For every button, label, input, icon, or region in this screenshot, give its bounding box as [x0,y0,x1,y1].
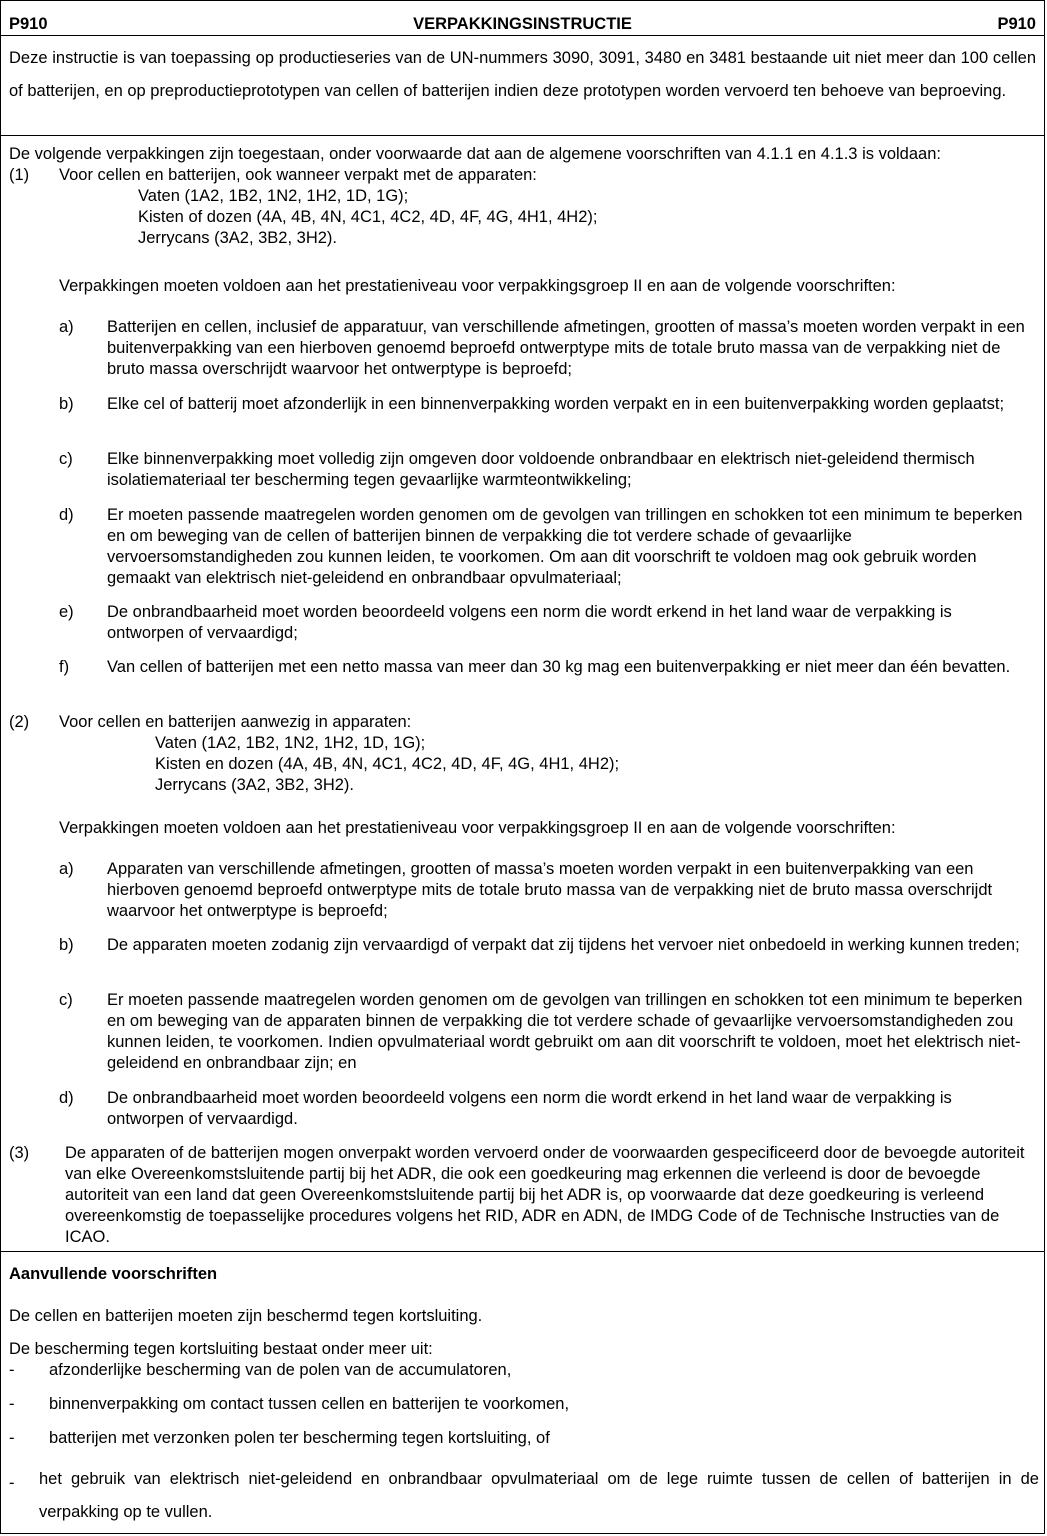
instruction-code-right: P910 [997,15,1036,33]
item-label: d) [59,506,74,524]
section-2-requirement: Verpakkingen moeten voldoen aan het prestatieniveau voor verpakkingsgroep II en aan de volgende voorschriften: [59,819,896,837]
section-2-packaging: Kisten en dozen (4A, 4B, 4N, 4C1, 4C2, 4D, 4F, 4G, 4H1, 4H2); [155,755,620,773]
additional-requirements-section [1,1252,1044,1535]
item-label: a) [59,860,74,878]
dash-marker: - [9,1474,15,1492]
section-1-requirement: Verpakkingen moeten voldoen aan het prestatieniveau voor verpakkingsgroep II en aan de volgende voorschriften: [59,277,896,295]
section-2-number: (2) [9,713,30,731]
item-text: Er moeten passende maatregelen worden genomen om de gevolgen van trillingen en schokken tot een minimum te beperken en om beweging van de cellen of batterijen binnen de verpakking die tot verdere schade of gevaarlijke vervoersomstandigheden zou kunnen leiden, te voorkomen. Om aan dit voorschrift te voldoen mag ook gebruik worden gemaakt van elektrisch niet-geleidend en onbrandbaar opvulmateriaal; [107,506,1023,587]
list-item: binnenverpakking om contact tussen cellen en batterijen te voorkomen, [49,1395,570,1413]
additional-paragraph: De cellen en batterijen moeten zijn beschermd tegen kortsluiting. [9,1307,483,1325]
section-1-number: (1) [9,166,30,184]
item-text: De onbrandbaarheid moet worden beoordeeld volgens een norm die wordt erkend in het land waar de verpakking is ontworpen of vervaardigd. [107,1089,952,1128]
list-item: batterijen met verzonken polen ter bescherming tegen kortsluiting, of [49,1429,550,1447]
section-3-text: De apparaten of de batterijen mogen onverpakt worden vervoerd onder de voorwaarden gespecificeerd door de bevoegde autoriteit van elke Overeenkomstsluitende partij bij het ADR, die ook een goedkeuring mag erkennen die verleend is door de bevoegde autoriteit van een land dat geen Overeenkomstsluitende partij bij het ADR is, op voorwaarde dat deze goedkeuring is verleend overeenkomstig de toepasselijke procedures volgens het RID, ADR en ADN, de IMDG Code of de Technische Instructies van de ICAO. [65,1144,1025,1246]
item-text: Elke binnenverpakking moet volledig zijn omgeven door voldoende onbrandbaar en elektrisch niet-geleidend thermisch isolatiemateriaal ter bescherming tegen gevaarlijke warmteontwikkeling; [107,450,975,489]
item-text: De onbrandbaarheid moet worden beoordeeld volgens een norm die wordt erkend in het land waar de verpakking is ontworpen of vervaardigd; [107,603,952,642]
item-text: Apparaten van verschillende afmetingen, grootten of massa’s moeten worden verpakt in een buitenverpakking van een hierboven genoemd beproefd ontwerptype mits de totale bruto massa van de verpakking niet de bruto massa overschrijdt waarvoor het ontwerptype is beproefd; [107,860,993,920]
table-header [1,1,1044,36]
list-item: afzonderlijke bescherming van de polen van de accumulatoren, [49,1361,512,1379]
additional-heading: Aanvullende voorschriften [9,1265,218,1283]
item-label: c) [59,450,73,468]
item-label: c) [59,991,73,1009]
item-label: f) [59,658,70,676]
intro-line: De volgende verpakkingen zijn toegestaan, onder voorwaarde dat aan de algemene voorschriften van 4.1.1 en 4.1.3 is voldaan: [9,145,941,163]
section-1-packaging: Jerrycans (3A2, 3B2, 3H2). [138,229,337,247]
item-label: e) [59,603,74,621]
item-text: Van cellen of batterijen met een netto massa van meer dan 30 kg mag een buitenverpakking er niet meer dan één bevatten. [107,658,1011,676]
section-2-title: Voor cellen en batterijen aanwezig in apparaten: [59,713,412,731]
item-text: De apparaten moeten zodanig zijn vervaardigd of verpakt dat zij tijdens het vervoer niet onbedoeld in werking kunnen treden; [107,936,1020,954]
item-label: b) [59,936,74,954]
additional-paragraph: De bescherming tegen kortsluiting bestaat onder meer uit: [9,1340,433,1358]
item-text: Er moeten passende maatregelen worden genomen om de gevolgen van trillingen en schokken tot een minimum te beperken en om beweging van de apparaten binnen de verpakking die tot verdere schade of gevaarlijke vervoersomstandigheden zou kunnen leiden, te voorkomen. Indien opvulmateriaal wordt gebruikt om aan dit voorschrift te voldoen, moet het elektrisch niet-geleidend en onbrandbaar zijn; en [107,991,1023,1072]
section-1-packaging: Vaten (1A2, 1B2, 1N2, 1H2, 1D, 1G); [138,187,409,205]
instruction-code-left: P910 [9,15,48,33]
list-item: het gebruik van elektrisch niet-geleidend en onbrandbaar opvulmateriaal om de lege ruimte tussen de cellen of batterijen in de verpakking op te vullen. [39,1470,1039,1521]
permitted-packagings-section [1,136,1044,1252]
dash-marker: - [9,1395,15,1413]
section-1-title: Voor cellen en batterijen, ook wanneer verpakt met de apparaten: [59,166,537,184]
item-label: a) [59,318,74,336]
section-2-packaging: Vaten (1A2, 1B2, 1N2, 1H2, 1D, 1G); [155,734,426,752]
section-3-number: (3) [9,1144,30,1162]
item-text: Elke cel of batterij moet afzonderlijk in een binnenverpakking worden verpakt en in een buitenverpakking worden geplaatst; [107,395,1005,413]
section-2-packaging: Jerrycans (3A2, 3B2, 3H2). [155,776,354,794]
dash-marker: - [9,1361,15,1379]
section-1-packaging: Kisten of dozen (4A, 4B, 4N, 4C1, 4C2, 4D, 4F, 4G, 4H1, 4H2); [138,208,598,226]
item-text: Batterijen en cellen, inclusief de apparatuur, van verschillende afmetingen, grootten of massa’s moeten worden verpakt in een buitenverpakking van een hierboven genoemd beproefd ontwerptype mits de totale bruto massa van de verpakking niet de bruto massa overschrijdt waarvoor het ontwerptype is beproefd; [107,318,1025,378]
scope-paragraph: Deze instructie is van toepassing op productieseries van de UN-nummers 3090, 3091, 3480 en 3481 bestaande uit niet meer dan 100 cellen of batterijen, en op preproductieprototypen van cellen of batterijen indien deze prototypen worden vervoerd ten behoeve van beproeving. [1,36,1044,136]
instruction-title: VERPAKKINGSINSTRUCTIE [413,15,632,33]
item-label: b) [59,395,74,413]
dash-marker: - [9,1429,15,1447]
item-label: d) [59,1089,74,1107]
